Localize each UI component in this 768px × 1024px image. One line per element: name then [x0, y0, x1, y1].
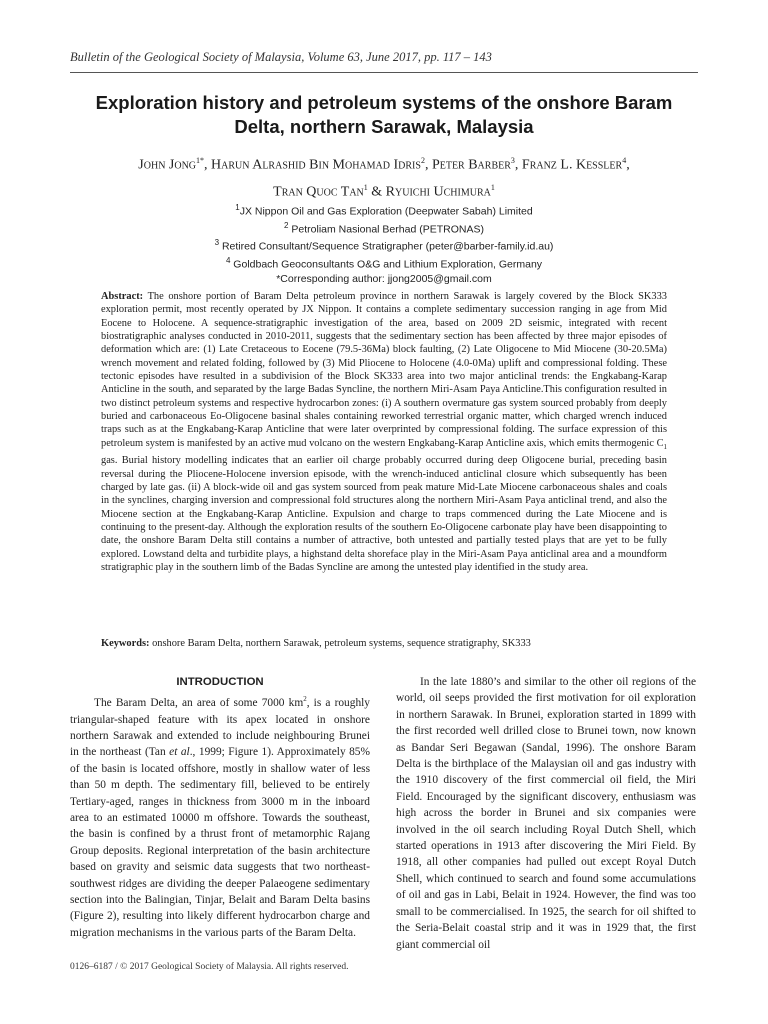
- author-affiliation-mark: 4: [622, 156, 627, 165]
- author-name: Peter Barber: [431, 157, 511, 173]
- author-separator: ,: [424, 157, 432, 173]
- author-affiliation-mark: 1: [363, 182, 368, 192]
- affiliation-mark: 1: [235, 203, 240, 212]
- affiliation-line: [70, 236, 698, 254]
- corresponding-author: *Corresponding author: jjong2005@gmail.com: [276, 272, 492, 285]
- affiliation-text: JX Nippon Oil and Gas Exploration (Deepwater Sabah) Limited: [239, 205, 533, 218]
- author-affiliation-mark: 1*: [196, 156, 205, 165]
- abstract-text: The onshore portion of Baram Delta petroleum province in northern Sarawak is largely covered by the Block SK333 exploration permit, most recently operated by JX Nippon. It contains a complete sedimentary succession ranging in age from Mid Eocene to Holocene. A sequence-stratigraphic investigation of the area, based on 2009 2D seismic, integrated with recent biostratigraphic analyses conducted in 2010-2011, suggests that the sedimentary section has been affected by three major episodes of deformation which are: (1) Late Cretaceous to Eocene (79.5-36Ma) block faulting, (2) Late Oligocene to Mid Miocene (30-20.5Ma) wrench movement and related folding, followed by (3) Mid Pliocene to Holocene (4.0-0Ma) uplift and compressional folding. These tectonic episodes have resulted in a subdivision of the Block SK333 area into two major anticlinal trends: the Engkabang-Karap Anticline in the south, and separated by the large Badas Syncline, the northern Miri-Asam Paya Anticline.This configuration resulted in two distinct petroleum systems and respective hydrocarbon zones: (i) A southern overmature gas system sourced probably from deeply buried and carbonaceous Eo-Oligocene basinal shales containing reworked terrestrial organic matter, which charged wrench induced traps such as at the Engkabang-Karap Anticline that were later overprinted by compressional folding. The surface expression of this petroleum system is manifested by an active mud volcano on the western Engkabang-Karap Anticline axis, which emits thermogenic C: [101, 291, 667, 449]
- body-column-left: [70, 674, 370, 941]
- author-name: Harun Alrashid Bin Mohamad Idris: [211, 157, 421, 173]
- affiliation-text: Goldbach Geoconsultants O&G and Lithium Exploration, Germany: [230, 258, 543, 271]
- author-list: [70, 150, 698, 203]
- keywords-text: onshore Baram Delta, northern Sarawak, petroleum systems, sequence stratigraphy, SK333: [149, 638, 531, 649]
- body-paragraph: [70, 691, 370, 941]
- author-separator: ,: [514, 157, 522, 173]
- author-separator: &: [367, 184, 386, 200]
- superscript: 2: [303, 695, 307, 704]
- affiliation-mark: 2: [284, 220, 289, 230]
- affiliation-mark: 4: [225, 256, 231, 266]
- abstract-subscript: 1: [663, 442, 667, 451]
- affiliation-line: [70, 201, 698, 219]
- keywords-label: Keywords:: [101, 638, 150, 649]
- author-affiliation-mark: 2: [420, 156, 425, 165]
- author-affiliation-mark: 3: [510, 156, 515, 165]
- paper-title: Exploration history and petroleum systems of the onshore Baram Delta, northern Sarawak, Malaysia: [95, 92, 673, 137]
- author-separator: ,: [204, 157, 212, 173]
- keywords: [101, 638, 667, 649]
- paragraph-text: , is a roughly triangular-shaped feature with its apex located in onshore northern Sarawak and extended to include neighbouring Brunei in the northeast (Tan: [70, 697, 371, 759]
- paragraph-text: ., 1999; Figure 1). Approximately 85% of the basin is located offshore, mostly in shallow water of less than 50 m depth. The sedimentary fill, believed to be entirely Tertiary-aged, ranges in thickness from 3000 m in the inboard area to an estimated 10000 m offshore. Towards the southeast, the basin is confined by a thrust front of metamorphic Rajang Group deposits. Regional interpretation of the basin architecture based on gravity and seismic data suggests that two northeast-southwest ridges are dividing the deeper Palaeogene sedimentary section into the Balingian, Tinjar, Belait and Baram Delta basins (Figure 2), resulting into likely different hydrocarbon charge and migration mechanisms in the various parts of the Baram Delta.: [70, 746, 370, 939]
- affiliation-line: [70, 254, 698, 272]
- affiliation-text: Petroliam Nasional Berhad (PETRONAS): [288, 223, 484, 236]
- paragraph-text: The Baram Delta, an area of some 7000 km: [94, 697, 304, 710]
- author-name: John Jong: [138, 157, 197, 173]
- abstract-label: Abstract:: [101, 291, 144, 302]
- affiliation-line: [70, 219, 698, 237]
- abstract: [101, 290, 667, 574]
- abstract-text-continued: gas. Burial history modelling indicates that an earlier oil charge probably occurred during deep Oligocene burial, preceding basin reversal during the Pliocene-Holocene inversion episode, with the wrench-induced anticlinal closure which subsequently has been charged by late gas. (ii) A block-wide oil and gas system sourced from peak mature Mid-Late Miocene carbonaceous shales and coals in the synclines, charging inversion and compressional fold structures along the northern Miri-Asam Paya anticlinal trend, and also the Miocene section at the Engkabang-Karap Anticline. Expulsion and charge to traps commenced during the Late Miocene and is continuing to the present-day. Although the exploration results of the southern Eo-Oligocene carbonate play have been disappointing to date, the onshore Baram Delta still contains a number of attractive, both untested and partially tested plays that are yet to be fully explored. Lowstand delta and turbidite plays, a highstand delta shoreface play in the Miri-Asam Paya anticlinal area and a moundform stratigraphic play in the southern limb of the Badas Syncline are among the untested play identified in the study area.: [101, 455, 667, 573]
- body-paragraph: In the late 1880’s and similar to the other oil regions of the world, oil seeps provided the first motivation for oil exploration in northern Sarawak. In Brunei, exploration started in 1899 with the first recorded well drilled close to Brunei town, now known as Bandar Seri Begawan (Sandal, 1996). The onshore Baram Delta is the birthplace of the Malaysian oil and gas industry with the 1910 discovery of the first commercial oil field, the Miri Field. Encouraged by the significant discovery, enthusiasm was high across the border in Brunei and six companies were involved in the oil search including Royal Dutch Shell, which started operations in 1913 after discovering the Miri Field. By 1918, all other companies had pulled out except Royal Dutch Shell, which continued to search and found some accumulations of oil and gas in Labi, Belait in 1924. However, the find was too small to be commercialised. In 1925, the search for oil shifted to the Seria-Belait coastal strip and it was in 1929 that, the first giant commercial oil: [396, 676, 696, 951]
- affiliation-block: [70, 201, 698, 286]
- author-affiliation-mark: 1: [490, 182, 495, 192]
- author-name: Ryuichi Uchimura: [385, 184, 491, 200]
- author-name: Franz L. Kessler: [521, 157, 623, 173]
- copyright-footer: 0126–6187 / © 2017 Geological Society of Malaysia. All rights reserved.: [70, 962, 349, 972]
- affiliation-text: Retired Consultant/Sequence Stratigrapher (peter@barber-family.id.au): [219, 240, 554, 253]
- header-divider: [70, 72, 698, 73]
- journal-citation: Bulletin of the Geological Society of Malaysia, Volume 63, June 2017, pp. 117 – 143: [70, 50, 492, 64]
- citation-etal: et al: [169, 746, 190, 759]
- section-heading-introduction: INTRODUCTION: [176, 676, 264, 688]
- body-column-right: [396, 674, 696, 953]
- affiliation-mark: 3: [214, 238, 220, 248]
- author-separator: ,: [626, 157, 630, 173]
- author-name: Tran Quoc Tan: [273, 184, 364, 200]
